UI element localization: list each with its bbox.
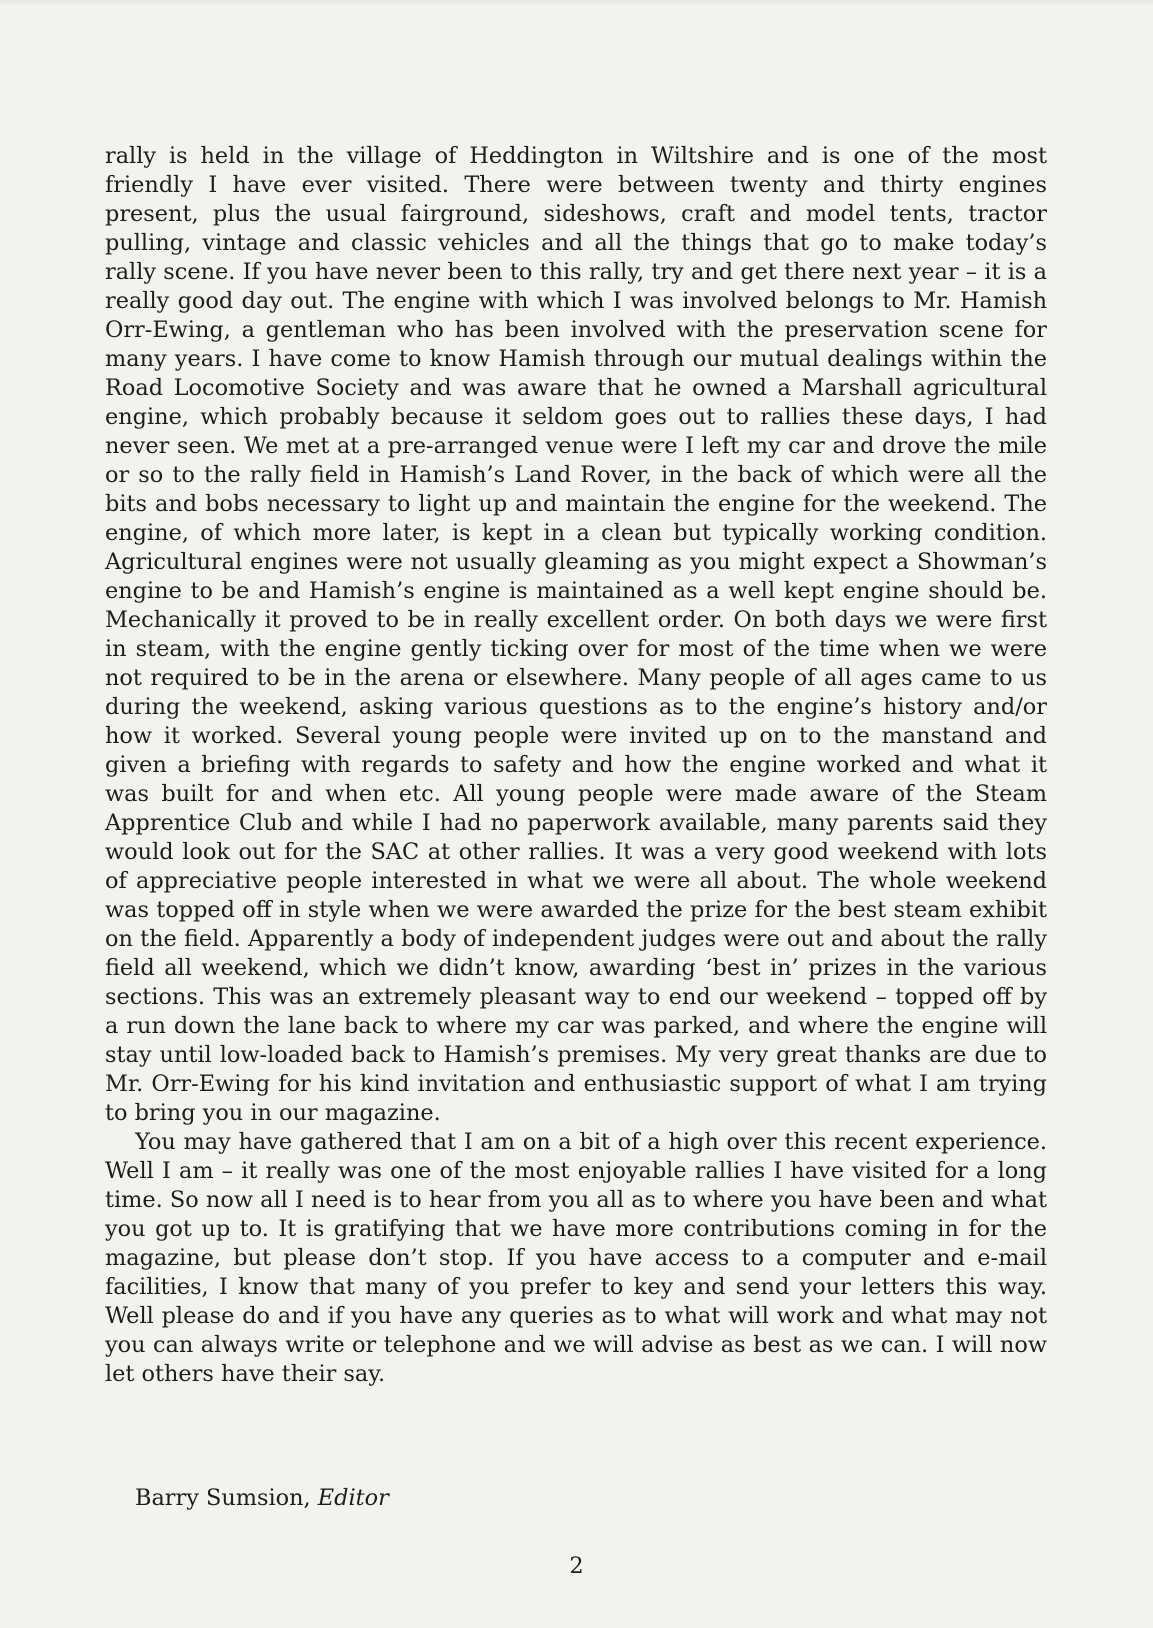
- editor-signature: [135, 1484, 389, 1513]
- page-number: 2: [569, 1553, 584, 1579]
- editor-role: Editor: [317, 1485, 389, 1511]
- page-top-edge: [0, 0, 1153, 6]
- article-paragraph: You may have gathered that I am on a bit of a high over this recent experience. Well I am – it really was one of the most enjoyable rallies I have visited for a long time. So now all I need is to hear from you all as to where you have been and what you got up to. It is gratifying that we have more contributions coming in for the magazine, but please don’t stop. If you have access to a computer and e-mail facilities, I know that many of you prefer to key and send your letters this way. Well please do and if you have any queries as to what will work and what may not you can always write or telephone and we will advise as best as we can. I will now let others have their say.: [105, 1129, 1047, 1387]
- article-body: [105, 142, 1047, 1389]
- article-paragraph: rally is held in the village of Heddington in Wiltshire and is one of the most friendly I have ever visited. There were between twenty and thirty engines present, plus the usual fairground, sideshows, craft and model tents, tractor pulling, vintage and classic vehicles and all the things that go to make today’s rally scene. If you have never been to this rally, try and get there next year – it is a really good day out. The engine with which I was involved belongs to Mr. Hamish Orr-Ewing, a gentleman who has been involved with the preservation scene for many years. I have come to know Hamish through our mutual dealings within the Road Locomotive Society and was aware that he owned a Marshall agricultural engine, which probably because it seldom goes out to rallies these days, I had never seen. We met at a pre-arranged venue were I left my car and drove the mile or so to the rally field in Hamish’s Land Rover, in the back of which were all the bits and bobs necessary to light up and maintain the engine for the weekend. The engine, of which more later, is kept in a clean but typically working condition. Agricultural engines were not usually gleaming as you might expect a Showman’s engine to be and Hamish’s engine is maintained as a well kept engine should be. Mechanically it proved to be in really excellent order. On both days we were first in steam, with the engine gently ticking over for most of the time when we were not required to be in the arena or elsewhere. Many people of all ages came to us during the weekend, asking various questions as to the engine’s history and/or how it worked. Several young people were invited up on to the manstand and given a briefing with regards to safety and how the engine worked and what it was built for and when etc. All young people were made aware of the Steam Apprentice Club and while I had no paperwork available, many parents said they would look out for the SAC at other rallies. It was a very good weekend with lots of appreciative people interested in what we were all about. The whole weekend was topped off in style when we were awarded the prize for the best steam exhibit on the field. Apparently a body of independent judges were out and about the rally field all weekend, which we didn’t know, awarding ‘best in’ prizes in the various sections. This was an extremely pleasant way to end our weekend – topped off by a run down the lane back to where my car was parked, and where the engine will stay until low-loaded back to Hamish’s premises. My very great thanks are due to Mr. Orr-Ewing for his kind invitation and enthusiastic support of what I am trying to bring you in our magazine.: [105, 143, 1047, 1126]
- editor-name: Barry Sumsion,: [135, 1485, 311, 1511]
